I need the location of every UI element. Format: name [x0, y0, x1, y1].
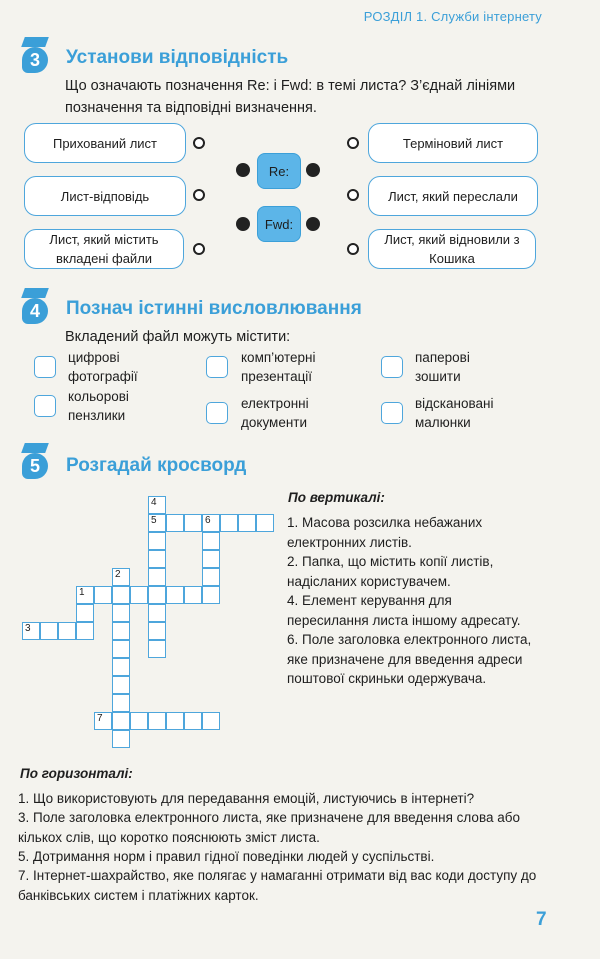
vertical-clue: 1. Масова розсилка небажаних електронних листів.: [287, 515, 483, 550]
crossword-cell[interactable]: [184, 514, 202, 532]
section-title: Установи відповідність: [66, 47, 289, 68]
crossword-cell[interactable]: [148, 712, 166, 730]
crossword-cell[interactable]: [148, 514, 166, 532]
crossword-cell[interactable]: [94, 712, 112, 730]
crossword-cell[interactable]: [58, 622, 76, 640]
crossword-cell[interactable]: [202, 712, 220, 730]
crossword-cell[interactable]: [76, 622, 94, 640]
section-number-badge: 4: [22, 298, 48, 324]
left-option[interactable]: Лист, який містить вкладені файли: [24, 229, 184, 269]
connector-dot[interactable]: [347, 137, 359, 149]
crossword-cell[interactable]: [148, 640, 166, 658]
graduation-cap-icon: [21, 288, 49, 298]
checkbox-label: цифрові фотографії: [68, 350, 138, 384]
crossword-number: 6: [205, 515, 211, 526]
right-option[interactable]: Лист, який відновили з Кошика: [368, 229, 536, 269]
crossword-cell[interactable]: [112, 604, 130, 622]
checkbox-label: електронні документи: [241, 396, 309, 430]
crossword-cell[interactable]: [202, 532, 220, 550]
crossword-cell[interactable]: [112, 568, 130, 586]
left-option[interactable]: Лист-відповідь: [24, 176, 186, 216]
crossword-number: 5: [151, 515, 157, 526]
crossword-number: 3: [25, 623, 31, 634]
chapter-header: РОЗДІЛ 1. Служби інтернету: [363, 9, 542, 24]
connector-dot[interactable]: [193, 189, 205, 201]
crossword-cell[interactable]: [220, 514, 238, 532]
connector-dot[interactable]: [193, 137, 205, 149]
crossword-cell[interactable]: [112, 658, 130, 676]
crossword-cell[interactable]: [76, 604, 94, 622]
crossword-cell[interactable]: [112, 586, 130, 604]
horizontal-clue: 5. Дотримання норм і правил гідної поведінки людей у суспільстві.: [18, 849, 435, 864]
crossword-cell[interactable]: [202, 514, 220, 532]
section-number-badge: 3: [22, 47, 48, 73]
crossword-cell[interactable]: [166, 712, 184, 730]
horizontal-clue: 7. Інтернет-шахрайство, яке полягає у намаганні отримати від вас коди доступу до банківських систем і платіжних карток.: [18, 868, 537, 903]
connector-dot[interactable]: [236, 163, 250, 177]
crossword-cell[interactable]: [148, 586, 166, 604]
crossword-cell[interactable]: [184, 712, 202, 730]
left-option[interactable]: Прихований лист: [24, 123, 186, 163]
section-title: Познач істинні висловлювання: [66, 298, 362, 319]
crossword-cell[interactable]: [112, 694, 130, 712]
vertical-clues-heading: По вертикалі:: [288, 490, 385, 505]
crossword-cell[interactable]: [202, 550, 220, 568]
re-tag: Re:: [257, 153, 301, 189]
crossword-cell[interactable]: [148, 496, 166, 514]
vertical-clue: 2. Папка, що містить копії листів, надісланих користувачем.: [287, 554, 494, 589]
crossword-cell[interactable]: [112, 640, 130, 658]
crossword-number: 1: [79, 587, 85, 598]
horizontal-clue: 3. Поле заголовка електронного листа, яке призначене для введення слова або кількох слів, що коротко пояснюють зміст листа.: [18, 810, 520, 845]
crossword-cell[interactable]: [148, 532, 166, 550]
crossword-cell[interactable]: [22, 622, 40, 640]
vertical-clue: 6. Поле заголовка електронного листа, яке призначене для введення адреси поштової скриньки одержувача.: [287, 632, 532, 686]
crossword-number: 7: [97, 713, 103, 724]
checkbox[interactable]: [34, 356, 56, 378]
task-question: Що означають позначення Re: і Fwd: в темі листа? З’єднай лініями позначення та відповідні визначення.: [65, 78, 516, 116]
crossword-cell[interactable]: [148, 622, 166, 640]
crossword-number: 2: [115, 569, 121, 580]
connector-dot[interactable]: [306, 217, 320, 231]
crossword-cell[interactable]: [94, 586, 112, 604]
right-option[interactable]: Терміновий лист: [368, 123, 538, 163]
checkbox-label: кольорові пензлики: [68, 389, 129, 423]
crossword-cell[interactable]: [184, 586, 202, 604]
section-number-badge: 5: [22, 453, 48, 479]
crossword-cell[interactable]: [130, 586, 148, 604]
connector-dot[interactable]: [193, 243, 205, 255]
task-intro: Вкладений файл можуть містити:: [65, 329, 291, 345]
checkbox-label: паперові зошити: [415, 350, 470, 384]
crossword-cell[interactable]: [112, 676, 130, 694]
connector-dot[interactable]: [347, 243, 359, 255]
crossword-cell[interactable]: [112, 730, 130, 748]
right-option[interactable]: Лист, який переслали: [368, 176, 538, 216]
graduation-cap-icon: [21, 443, 49, 453]
crossword-number: 4: [151, 497, 157, 508]
connector-dot[interactable]: [347, 189, 359, 201]
crossword-cell[interactable]: [166, 514, 184, 532]
crossword-cell[interactable]: [76, 586, 94, 604]
fwd-tag: Fwd:: [257, 206, 301, 242]
crossword-cell[interactable]: [148, 568, 166, 586]
checkbox[interactable]: [206, 356, 228, 378]
crossword-cell[interactable]: [112, 622, 130, 640]
crossword-cell[interactable]: [130, 712, 148, 730]
crossword-cell[interactable]: [238, 514, 256, 532]
page-number: 7: [536, 909, 547, 930]
crossword-cell[interactable]: [112, 712, 130, 730]
crossword-cell[interactable]: [166, 586, 184, 604]
connector-dot[interactable]: [306, 163, 320, 177]
checkbox[interactable]: [381, 402, 403, 424]
vertical-clue: 4. Елемент керування для пересилання листа іншому адресату.: [287, 593, 521, 628]
crossword-cell[interactable]: [148, 550, 166, 568]
checkbox[interactable]: [206, 402, 228, 424]
horizontal-clues-heading: По горизонталі:: [20, 766, 133, 781]
crossword-cell[interactable]: [148, 604, 166, 622]
crossword-cell[interactable]: [202, 568, 220, 586]
section-title: Розгадай кросворд: [66, 455, 247, 476]
crossword-cell[interactable]: [256, 514, 274, 532]
checkbox[interactable]: [381, 356, 403, 378]
crossword-cell[interactable]: [202, 586, 220, 604]
checkbox-label: відскановані малюнки: [415, 396, 494, 430]
crossword-cell[interactable]: [40, 622, 58, 640]
horizontal-clue: 1. Що використовують для передавання емоцій, листуючись в інтернеті?: [18, 791, 475, 806]
graduation-cap-icon: [21, 37, 49, 47]
checkbox[interactable]: [34, 395, 56, 417]
connector-dot[interactable]: [236, 217, 250, 231]
checkbox-label: комп’ютерні презентації: [241, 350, 316, 384]
